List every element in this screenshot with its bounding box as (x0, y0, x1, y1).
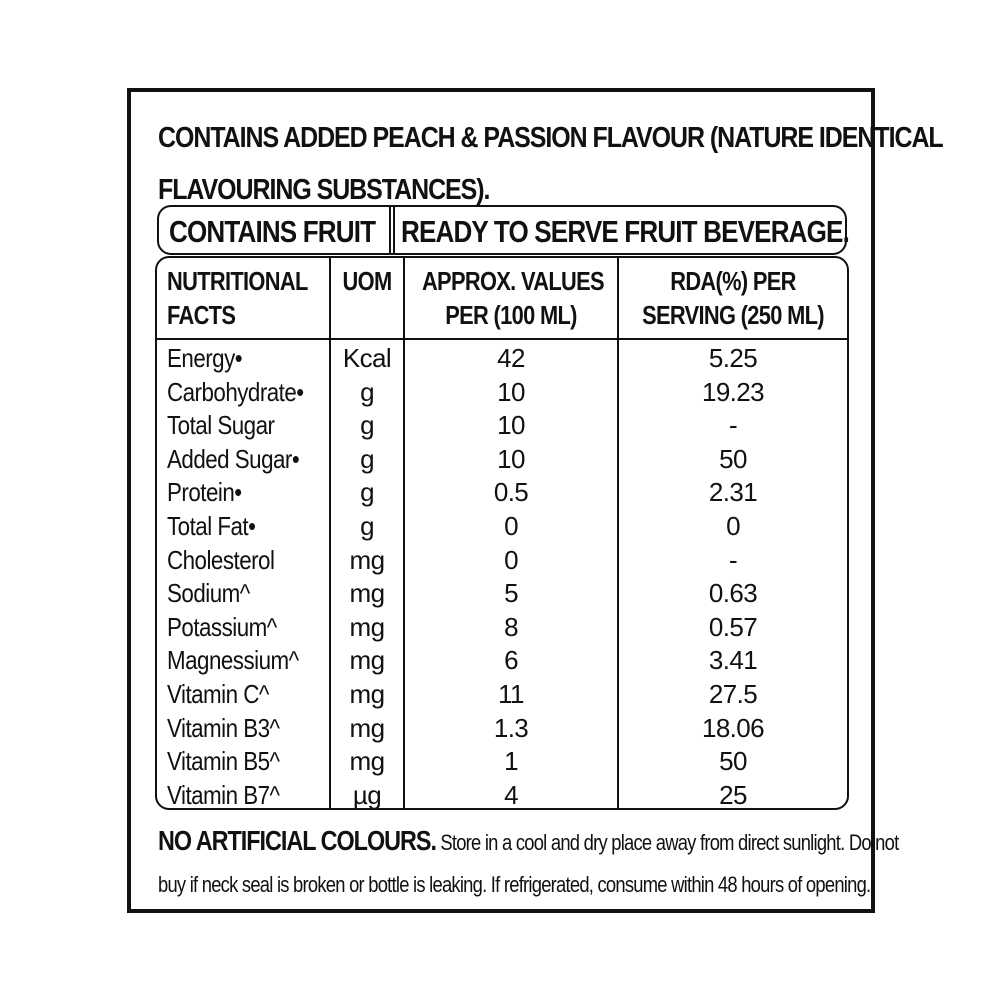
storage-line1-text: Store in a cool and dry place away from direct sunlight. Do not (436, 830, 899, 855)
table-row (157, 342, 847, 375)
header-nutritional-facts (167, 264, 308, 332)
nutrient-rda: - (728, 544, 738, 575)
nutrient-name: Energy• (167, 343, 243, 373)
nutrient-uom: g (360, 410, 374, 441)
nutrient-uom: g (360, 443, 374, 474)
table-row (157, 476, 847, 509)
nutrient-uom: g (360, 511, 374, 541)
nutrient-rda: 27.5 (708, 679, 758, 709)
nutrient-value: 10 (497, 443, 525, 474)
nutrient-rda: 50 (719, 443, 747, 474)
nutrient-rda: 25 (719, 779, 747, 810)
nutrient-value: 42 (497, 343, 525, 373)
no-artificial-colours: NO ARTIFICIAL COLOURS. (158, 825, 437, 856)
nutrient-uom: mg (349, 679, 385, 709)
nutrient-rda: 2.31 (708, 477, 758, 508)
nutrient-name: Carbohydrate• (167, 376, 304, 407)
table-row (157, 376, 847, 409)
nutrient-value: 1.3 (493, 712, 529, 743)
nutrient-value: 0 (504, 511, 518, 541)
nutrient-value: 5 (504, 578, 518, 609)
header-rda (637, 264, 829, 332)
nutrient-rda: 0 (726, 511, 740, 541)
nutrient-value: 0 (504, 544, 518, 575)
nutrient-uom: mg (349, 611, 385, 642)
nutrient-rda: 50 (719, 746, 747, 777)
nutrient-name: Sodium^ (167, 578, 250, 609)
contains-fruit-label: CONTAINS FRUIT (169, 214, 376, 249)
table-row (157, 779, 847, 812)
nutrient-rda: 5.25 (708, 343, 758, 373)
nutrient-value: 10 (497, 376, 525, 407)
nutrient-uom: Kcal (342, 343, 392, 373)
flavour-heading-line1: CONTAINS ADDED PEACH & PASSION FLAVOUR (NATURE IDENTICAL (158, 122, 943, 154)
nutrient-value: 8 (504, 611, 518, 642)
nutrient-name: Total Fat• (167, 511, 256, 541)
table-row (157, 577, 847, 610)
nutrient-name: Added Sugar• (167, 443, 300, 474)
nutrient-rda: 0.57 (708, 611, 758, 642)
header-values-line2: PER (100 ML) (445, 300, 577, 330)
nutrient-name: Vitamin B7^ (167, 779, 280, 810)
nutrient-uom: mg (349, 645, 385, 676)
nutrient-value: 10 (497, 410, 525, 441)
storage-instructions (158, 820, 899, 906)
nutrient-name: Protein• (167, 477, 242, 508)
nutrient-rda: - (728, 410, 738, 441)
nutrient-name: Total Sugar (167, 410, 275, 441)
table-row (157, 409, 847, 442)
nutrient-value: 0.5 (493, 477, 529, 508)
header-uom-label: UOM (342, 266, 392, 296)
nutrient-value: 4 (504, 779, 518, 810)
table-row (157, 544, 847, 577)
header-rda-line1: RDA(%) PER (670, 266, 796, 296)
nutrient-uom: g (360, 477, 374, 508)
flavour-heading (158, 112, 943, 216)
nutrient-uom: mg (349, 746, 385, 777)
nutrient-value: 6 (504, 645, 518, 676)
storage-line2: buy if neck seal is broken or bottle is leaking. If refrigerated, consume within 48 hours of opening. (158, 872, 871, 897)
nutrient-name: Vitamin B5^ (167, 746, 280, 777)
nutrition-table (155, 256, 849, 810)
table-row (157, 678, 847, 711)
nutrient-rda: 19.23 (701, 376, 765, 407)
table-row (157, 644, 847, 677)
nutrient-name: Vitamin C^ (167, 679, 269, 709)
header-facts-line2: FACTS (167, 300, 236, 330)
nutrient-uom: mg (349, 712, 385, 743)
header-rda-line2: SERVING (250 ML) (642, 300, 824, 330)
table-row (157, 443, 847, 476)
table-row (157, 510, 847, 543)
nutrient-rda: 0.63 (708, 578, 758, 609)
ready-to-serve-label: READY TO SERVE FRUIT BEVERAGE. (401, 214, 849, 249)
nutrient-rda: 3.41 (708, 645, 758, 676)
beverage-banner (157, 205, 847, 255)
nutrient-name: Potassium^ (167, 611, 277, 642)
banner-divider (389, 207, 395, 253)
nutrient-name: Vitamin B3^ (167, 712, 280, 743)
table-row (157, 712, 847, 745)
flavour-heading-line2: FLAVOURING SUBSTANCES). (158, 174, 490, 206)
nutrient-name: Cholesterol (167, 544, 275, 575)
header-facts-line1: NUTRITIONAL (167, 266, 308, 296)
nutrient-rda: 18.06 (701, 712, 765, 743)
table-row (157, 745, 847, 778)
nutrient-name: Magnessium^ (167, 645, 299, 676)
nutrient-value: 1 (504, 746, 518, 777)
nutrient-uom: µg (352, 779, 382, 810)
nutrient-uom: mg (349, 544, 385, 575)
nutrient-uom: mg (349, 578, 385, 609)
header-approx-values (421, 264, 604, 332)
storage-line1 (158, 820, 899, 864)
nutrient-value: 11 (498, 679, 524, 709)
nutrient-uom: g (360, 376, 374, 407)
table-row (157, 611, 847, 644)
header-values-line1: APPROX. VALUES (421, 266, 604, 296)
header-uom (337, 264, 397, 298)
header-divider (157, 338, 847, 340)
